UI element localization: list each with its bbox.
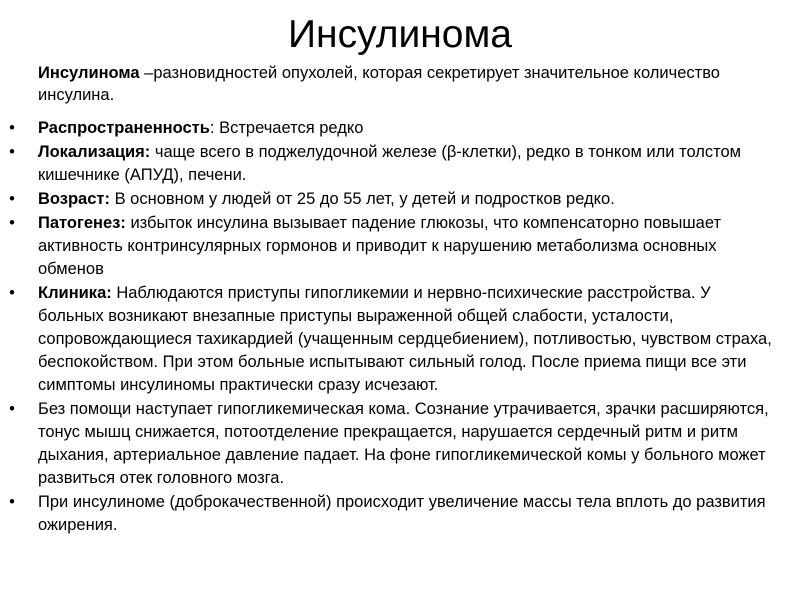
page-title: Инсулинома — [288, 13, 512, 56]
bullet-icon: • — [9, 190, 15, 208]
bullet-term: Клиника: — [38, 284, 112, 302]
bullet-term: Патогенез: — [38, 214, 126, 232]
bullet-item-coma — [9, 398, 778, 490]
bullet-text: При инсулиноме (доброкачественной) происходит увеличение массы тела вплоть до развития ожирения. — [38, 493, 766, 534]
bullet-item-pathogenesis — [9, 212, 778, 281]
bullet-icon: • — [9, 143, 15, 161]
bullet-icon: • — [9, 119, 15, 137]
intro-paragraph — [38, 62, 778, 106]
bullet-item-prevalence — [9, 117, 778, 140]
bullet-text: В основном у людей от 25 до 55 лет, у детей и подростков редко. — [110, 190, 615, 208]
intro-text: –разновидностей опухолей, которая секретирует значительное количество инсулина. — [38, 64, 720, 104]
bullet-text: Без помощи наступает гипогликемическая кома. Сознание утрачивается, зрачки расширяются, тонус мышц снижается, потоотделение прекращается, нарушается сердечный ритм и ритм дыхания, артериальное давление падает. На фоне гипогликемической комы у больного может развиться отек головного мозга. — [38, 400, 769, 487]
bullet-icon: • — [9, 493, 15, 511]
bullet-text: чаще всего в поджелудочной железе (β-клетки), редко в тонком или толстом кишечнике (АПУД), печени. — [38, 143, 742, 184]
bullet-icon: • — [9, 400, 15, 418]
bullet-item-weight — [9, 491, 778, 537]
bullet-term: Возраст: — [38, 190, 110, 208]
bullet-term: Распространенность — [38, 119, 210, 137]
bullet-icon: • — [9, 214, 15, 232]
bullet-text: избыток инсулина вызывает падение глюкозы, что компенсаторно повышает активность контринсулярных гормонов и приводит к нарушению метаболизма основных обменов — [38, 214, 722, 278]
bullet-item-localization — [9, 141, 778, 187]
intro-term: Инсулинома — [38, 64, 140, 82]
bullet-text: Наблюдаются приступы гипогликемии и нервно-психические расстройства. У больных возникают внезапные приступы выраженной общей слабости, усталости, сопровождающиеся тахикардией (учащенным сердцебиением), потливостью, чувством страха, беспокойством. При этом больные испытывают сильный голод. После приема пищи все эти симптомы инсулиномы практически сразу исчезают. — [38, 284, 772, 394]
bullet-list — [9, 117, 778, 538]
bullet-item-age — [9, 188, 778, 211]
bullet-text: : Встречается редко — [209, 119, 364, 137]
bullet-term: Локализация: — [38, 143, 151, 161]
bullet-item-clinic — [9, 282, 778, 397]
bullet-icon: • — [9, 284, 15, 302]
